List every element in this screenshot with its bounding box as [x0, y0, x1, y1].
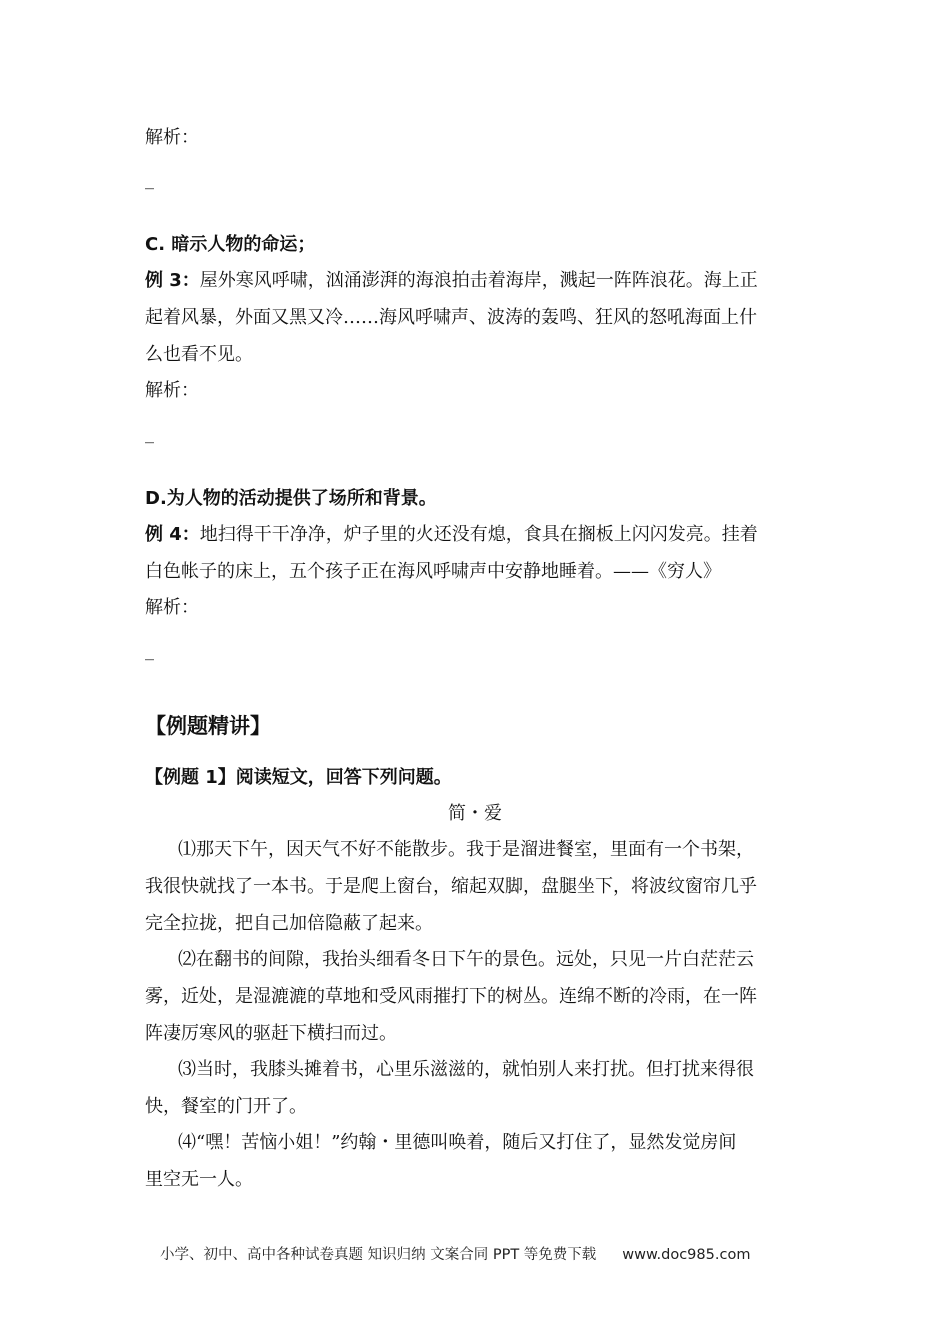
example-4-line-1: 例 4：地扫得干干净净，炉子里的火还没有熄，食具在搁板上闪闪发亮。挂着 [145, 524, 758, 545]
example-4-label: 例 4： [145, 524, 200, 545]
question-title: 【例题 1】阅读短文，回答下列问题。 [145, 767, 452, 788]
paragraph-1-line-2: 我很快就找了一本书。于是爬上窗台，缩起双脚，盘腿坐下，将波纹窗帘几乎 [145, 876, 757, 897]
paragraph-4-line-1: ⑷“嘿！苦恼小姐！”约翰・里德叫唤着，随后又打住了，显然发觉房间 [178, 1132, 737, 1153]
paragraph-3-line-2: 快，餐室的门开了。 [145, 1096, 307, 1117]
paragraph-4-line-2: 里空无一人。 [145, 1169, 253, 1190]
section-c-title: C. 暗示人物的命运； [145, 234, 316, 255]
passage-title: 简・爱 [448, 803, 502, 824]
paragraph-2-line-3: 阵凄厉寒风的驱赶下横扫而过。 [145, 1023, 397, 1044]
analysis-label-c: 解析： [145, 380, 199, 401]
example-3-line-2: 起着风暴，外面又黑又冷……海风呼啸声、波涛的轰鸣、狂风的怒吼海面上什 [145, 307, 757, 328]
paragraph-3-line-1: ⑶当时，我膝头摊着书，心里乐滋滋的，就怕别人来打扰。但打扰来得很 [178, 1059, 754, 1080]
analysis-label-d: 解析： [145, 597, 199, 618]
examples-heading: 【例题精讲】 [145, 714, 271, 738]
answer-blank-c: _ [145, 423, 154, 444]
page-footer [160, 1244, 860, 1266]
footer-text: 小学、初中、高中各种试卷真题 知识归纳 文案合同 PPT 等免费下载 [160, 1247, 597, 1263]
paragraph-2-line-2: 雾，近处，是湿漉漉的草地和受风雨摧打下的树丛。连绵不断的冷雨，在一阵 [145, 986, 757, 1007]
example-3-line-3: 么也看不见。 [145, 344, 253, 365]
paragraph-1-line-3: 完全拉拢，把自己加倍隐蔽了起来。 [145, 913, 433, 934]
example-3-line-1: 例 3：屋外寒风呼啸，汹涌澎湃的海浪拍击着海岸，溅起一阵阵浪花。海上正 [145, 270, 758, 291]
footer-url[interactable]: www.doc985.com [622, 1247, 751, 1263]
paragraph-2-line-1: ⑵在翻书的间隙，我抬头细看冬日下午的景色。远处，只见一片白茫茫云 [178, 949, 754, 970]
example-4-line-2: 白色帐子的床上，五个孩子正在海风呼啸声中安静地睡着。——《穷人》 [145, 561, 721, 582]
analysis-label-b: 解析： [145, 127, 199, 148]
example-3-label: 例 3： [145, 270, 200, 291]
answer-blank-d: _ [145, 640, 154, 661]
section-d-title: D.为人物的活动提供了场所和背景。 [145, 488, 437, 509]
paragraph-1-line-1: ⑴那天下午，因天气不好不能散步。我于是溜进餐室，里面有一个书架， [178, 839, 754, 860]
answer-blank-b: _ [145, 169, 154, 190]
